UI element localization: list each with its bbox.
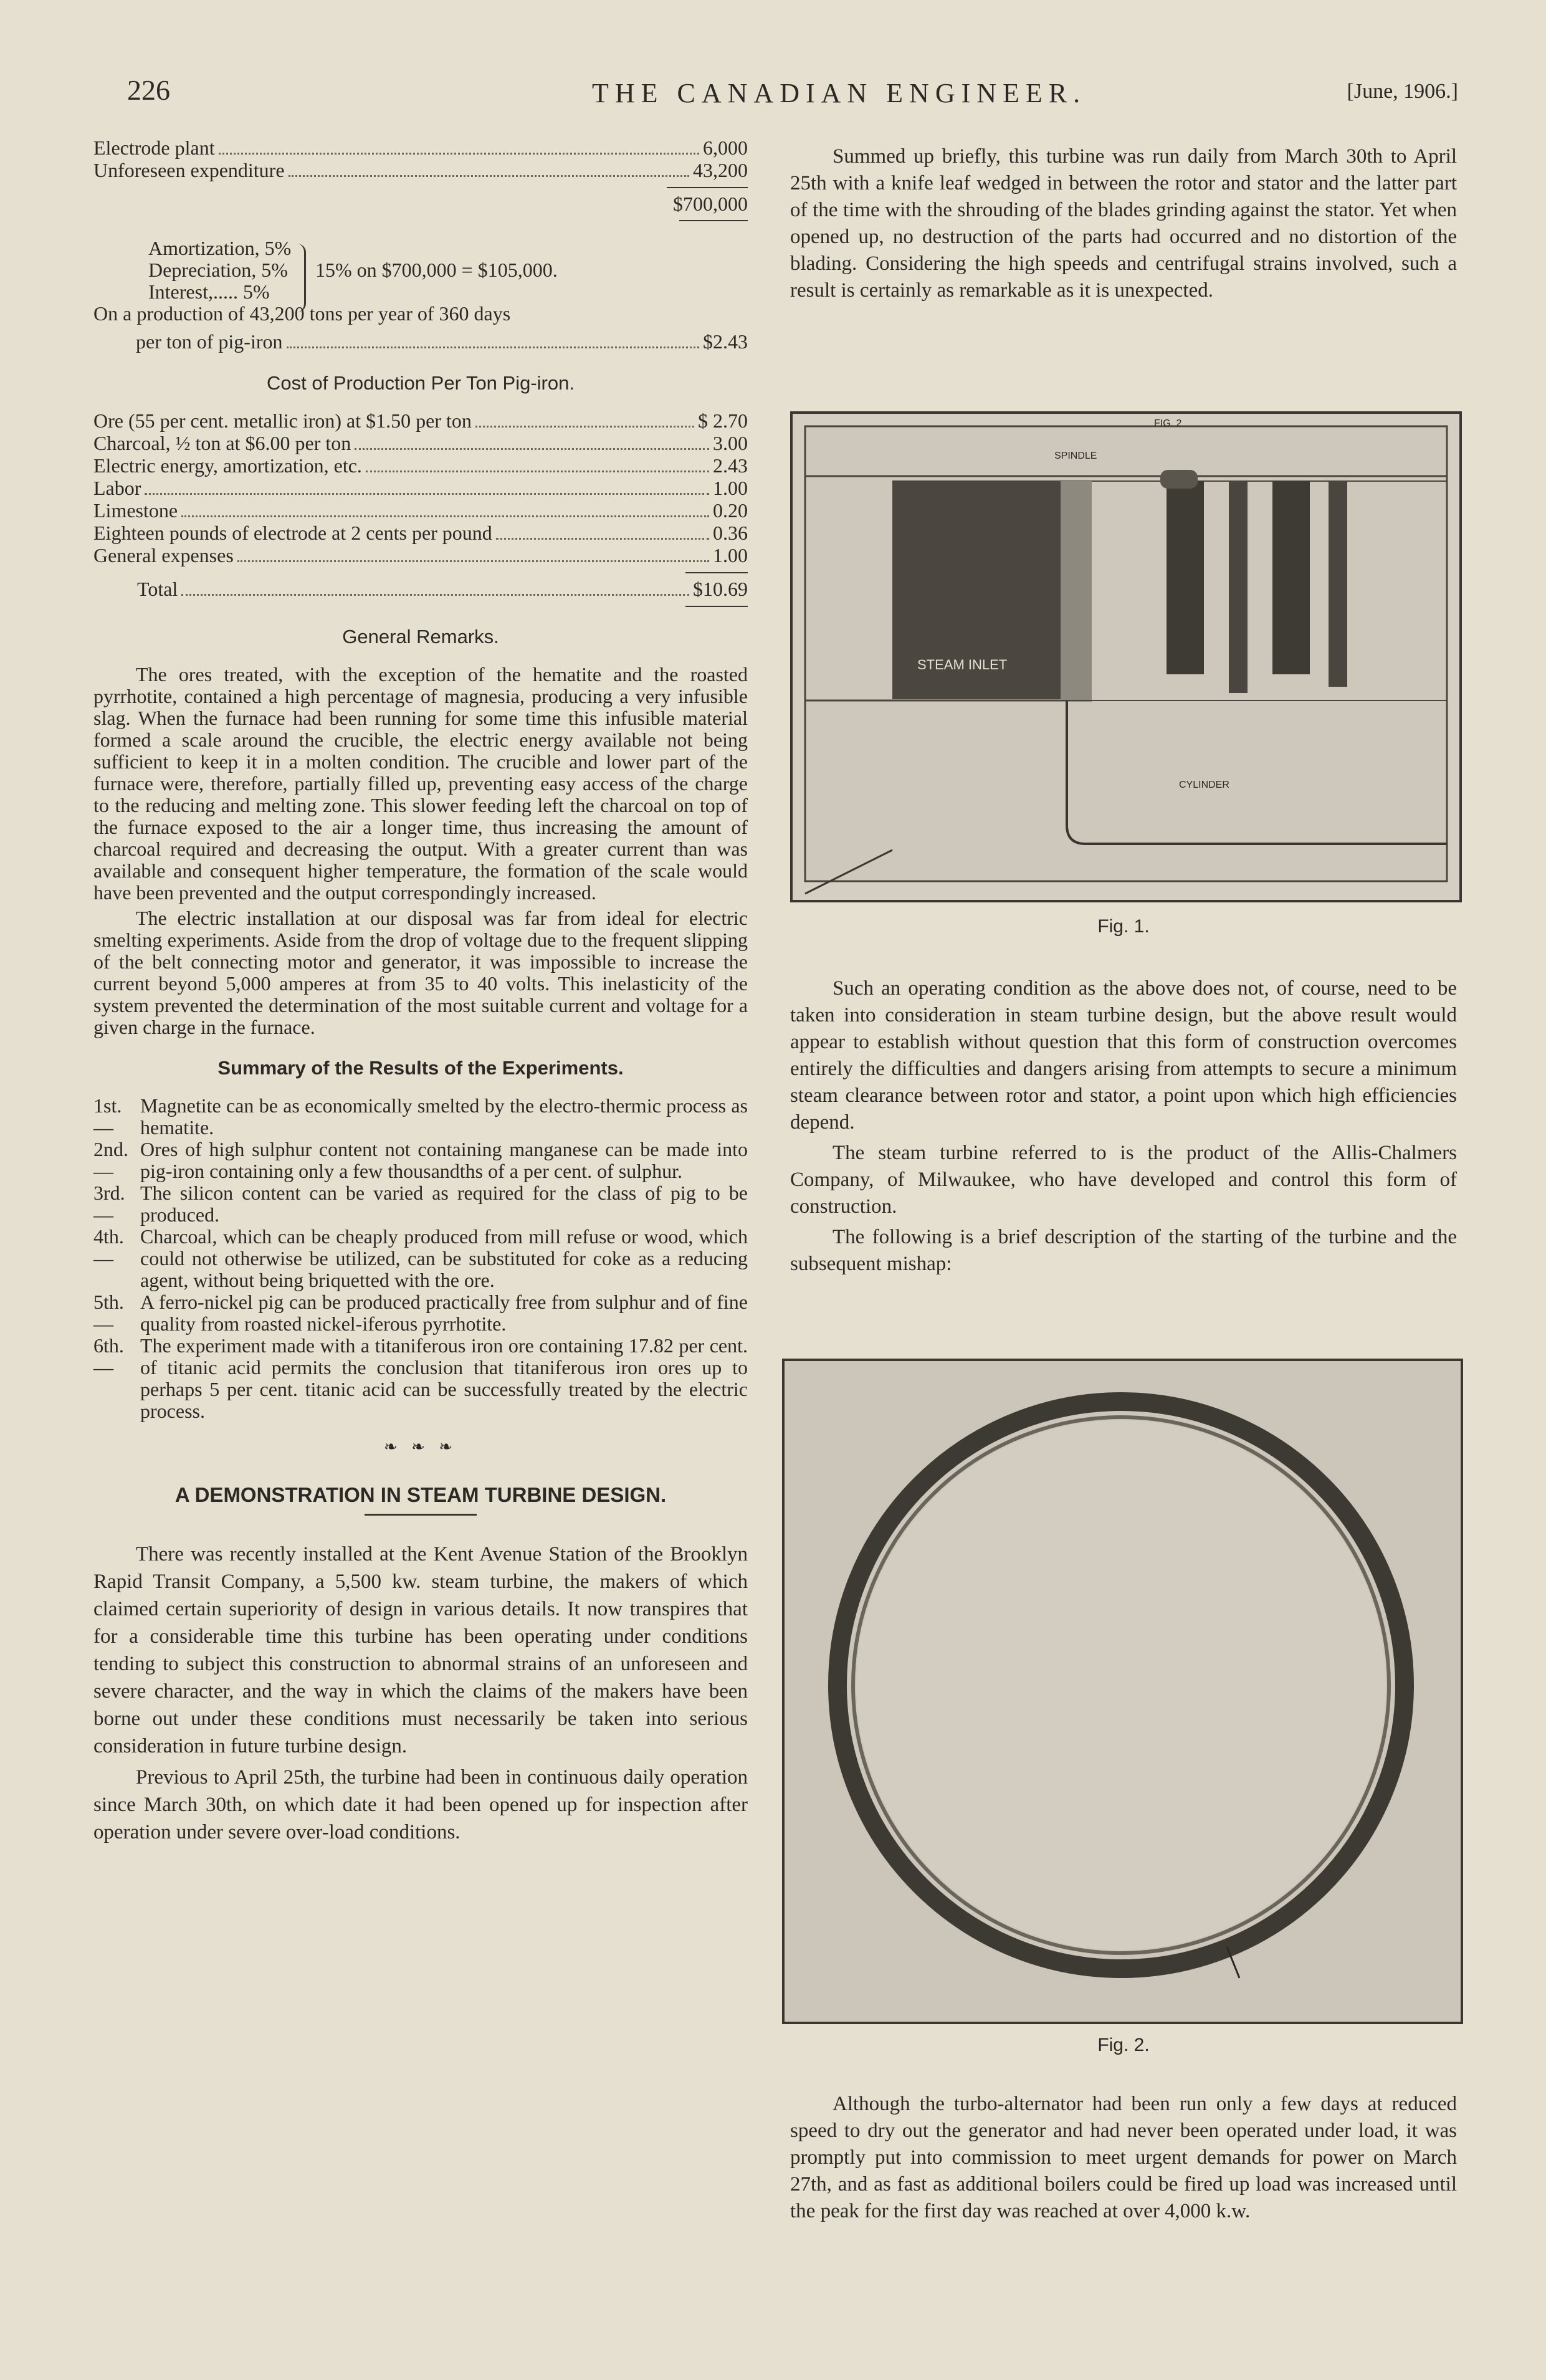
cost-per-ton-row: Limestone 0.20 bbox=[93, 499, 748, 522]
paragraph: The ores treated, with the exception of the hematite and the roasted pyrrhotite, contained a high percentage of magnesia, producing a very infusible slag. When the furnace had been running for some time this infusible material formed a scale around the crucible, the electric energy available not being sufficient to keep it in a molten condition. The crucible and lower part of the furnace were, therefore, partially filled up, preventing easy access of the charge to the reducing and melting zone. This slower feeding left the charcoal on top of the furnace exposed to the air a longer time, thus increasing the amount of charcoal required and decreasing the output. With a greater current than was available and consequent higher temperature, the formation of the scale would have been prevented and the output correspondingly increased. bbox=[93, 663, 748, 904]
cost-per-ton-row: Electric energy, amortization, etc. 2.43 bbox=[93, 454, 748, 477]
cylinder-label: CYLINDER bbox=[1179, 780, 1229, 790]
cost-per-ton-row: General expenses 1.00 bbox=[93, 544, 748, 566]
cost-per-ton-row: Labor 1.00 bbox=[93, 477, 748, 499]
summary-heading: Summary of the Results of the Experiments. bbox=[217, 1057, 624, 1079]
summary-item: 5th.— A ferro-nickel pig can be produced practically free from sulphur and of fine quality from roasted nickel-iferous pyrrhotite. bbox=[93, 1291, 748, 1335]
figure-2-caption: Fig. 2. bbox=[1097, 2035, 1150, 2055]
per-ton-row: per ton of pig-iron $2.43 bbox=[136, 330, 748, 353]
cost-per-ton-row: Ore (55 per cent. metallic iron) at $1.50 per ton $ 2.70 bbox=[93, 409, 748, 432]
page-number: 226 bbox=[127, 74, 170, 106]
fig-label: FIG. 2 bbox=[1154, 418, 1182, 429]
summary-list bbox=[93, 1095, 748, 1422]
figure-1-turbine-section bbox=[790, 411, 1462, 902]
cost-row: Electrode plant 6,000 bbox=[93, 136, 748, 159]
left-column bbox=[93, 137, 748, 1846]
paragraph: Summed up briefly, this turbine was run daily from March 30th to April 25th with a knife leaf wedged in between the rotor and stator and the latter part of the time with the shrouding of the blades grinding against the stator. Yet when opened up, no destruction of the parts had occurred and no distortion of the blading. Considering the high speeds and centrifugal strains involved, such a result is certainly as remarkable as it is unexpected. bbox=[790, 145, 1457, 302]
general-remarks-heading: General Remarks. bbox=[342, 626, 499, 648]
journal-title: THE CANADIAN ENGINEER. bbox=[592, 78, 1087, 108]
paragraph: The steam turbine referred to is the product of the Allis-Chalmers Company, of Milwaukee, who have developed and control this form of construction. bbox=[790, 1142, 1457, 1218]
cost-per-ton-row: Charcoal, ½ ton at $6.00 per ton 3.00 bbox=[93, 432, 748, 454]
paragraph: Although the turbo-alternator had been run only a few days at reduced speed to dry out the generator and had never been operated under load, it was promptly put into commission to meet urgent demands for power on March 27th, and as fast as additional boilers could be fired up load was increased until the peak for the first day was reached at over 4,000 k.w. bbox=[790, 2093, 1457, 2222]
page-header bbox=[87, 74, 1458, 123]
summary-item: 6th.— The experiment made with a titaniferous iron ore containing 17.82 per cent. of titanic acid permits the conclusion that titaniferous iron ores up to perhaps 5 per cent. titanic acid can be successfully treated by the electric process. bbox=[93, 1334, 748, 1422]
right-column-bottom bbox=[790, 2091, 1457, 2225]
spindle-label: SPINDLE bbox=[1054, 451, 1097, 461]
total-row: Total $10.69 bbox=[137, 578, 748, 600]
cost-row: Unforeseen expenditure 43,200 bbox=[93, 159, 748, 181]
cost-table bbox=[93, 410, 748, 567]
steam-inlet-label: STEAM INLET bbox=[917, 657, 1008, 672]
turbine-cross-section-drawing bbox=[793, 414, 1459, 900]
paragraph: The electric installation at our disposal was far from ideal for electric smelting experiments. Aside from the drop of voltage due to the frequent slipping of the belt connecting motor and generator, it was impossible to increase the current beyond 5,000 amperes at from 35 to 40 volts. This inelasticity of the system prevented the determination of the most suitable current and voltage for a given charge in the furnace. bbox=[93, 907, 748, 1038]
amortization-block: Amortization, 5% Depreciation, 5% Interest,..... 5% 15% on $700,000 = $105,000. On a production of 43,200 tons per year of 360 days bbox=[93, 237, 558, 325]
summary-item: 2nd.— Ores of high sulphur content not containing manganese can be made into pig-iron containing only a few thousandths of a per cent. of sulphur. bbox=[93, 1138, 748, 1182]
summary-item: 4th.— Charcoal, which can be cheaply produced from mill refuse or wood, which could not otherwise be utilized, can be substituted for coke as a reducing agent, without being briquetted with the ore. bbox=[93, 1225, 748, 1291]
paragraph: The following is a brief description of the starting of the turbine and the subsequent mishap: bbox=[790, 1226, 1457, 1275]
ornament: ❧ ❧ ❧ bbox=[383, 1438, 458, 1456]
paragraph: Such an operating condition as the above does not, of course, need to be taken into consideration in steam turbine design, but the above result would appear to establish without question that this form of construction overcomes entirely the difficulties and dangers arising from attempts to secure a minimum steam clearance between rotor and stator, a point upon which high efficiencies depend. bbox=[790, 977, 1457, 1134]
stator-ring-photo bbox=[785, 1361, 1461, 2022]
cost-total: $700,000 bbox=[673, 193, 748, 215]
paragraph: There was recently installed at the Kent Avenue Station of the Brooklyn Rapid Transit Company, a 5,500 kw. steam turbine, the makers of which claimed certain superiority of design in various details. It now transpires that for a considerable time this turbine has been operating under conditions tending to subject this construction to abnormal strains of an unforeseen and severe character, and the way in which the claims of the makers have been borne out under these conditions must necessarily be taken into serious consideration in future turbine design. bbox=[93, 1543, 748, 1757]
summary-item: 1st.— Magnetite can be as economically smelted by the electro-thermic process as hematite. bbox=[93, 1094, 748, 1139]
right-column bbox=[790, 143, 1457, 304]
figure-1-caption: Fig. 1. bbox=[1097, 916, 1150, 937]
cost-heading: Cost of Production Per Ton Pig-iron. bbox=[267, 372, 575, 394]
right-column-mid bbox=[790, 975, 1457, 1278]
figure-2-ring-photo bbox=[782, 1359, 1463, 2024]
summary-item: 3rd.— The silicon content can be varied as required for the class of pig to be produced. bbox=[93, 1182, 748, 1226]
issue-date: [June, 1906.] bbox=[1347, 80, 1458, 103]
cost-per-ton-row: Eighteen pounds of electrode at 2 cents per pound 0.36 bbox=[93, 522, 748, 544]
paragraph: Previous to April 25th, the turbine had been in continuous daily operation since March 30th, on which date it had been opened up for inspection after operation under severe over-load conditions. bbox=[93, 1766, 748, 1843]
article-title: A DEMONSTRATION IN STEAM TURBINE DESIGN. bbox=[174, 1483, 667, 1506]
